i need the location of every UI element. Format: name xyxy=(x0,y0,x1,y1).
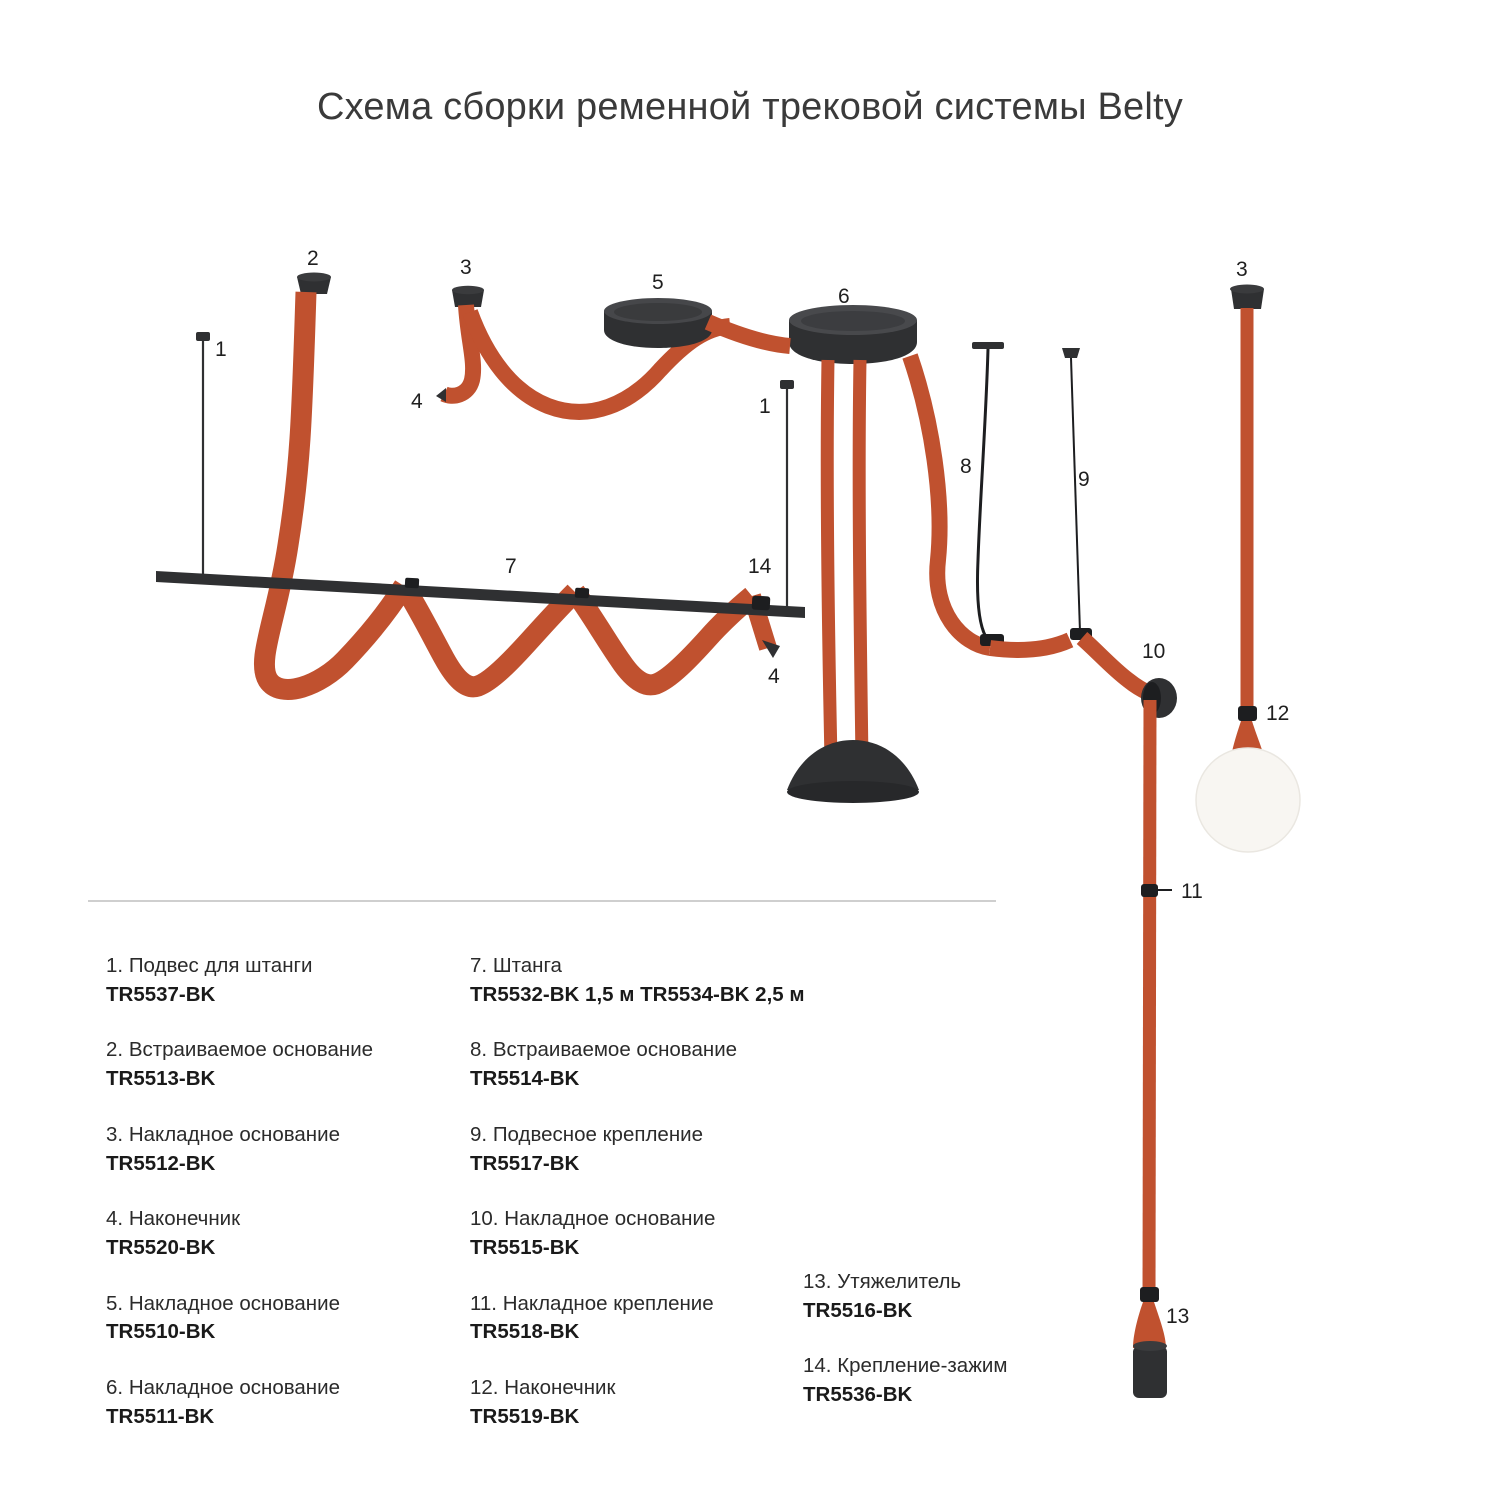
legend-code: TR5519-BK xyxy=(470,1404,580,1428)
callout-1: 1 xyxy=(215,338,227,361)
callout-7: 7 xyxy=(505,555,517,578)
legend-item-1 xyxy=(106,952,446,1010)
globe-shade xyxy=(1196,748,1300,852)
legend xyxy=(88,900,1418,1428)
legend-name: Накладное основание xyxy=(504,1207,716,1231)
legend-item-2 xyxy=(106,1036,446,1094)
part-11-surface-clip xyxy=(1141,884,1172,897)
callout-10: 10 xyxy=(1142,640,1166,663)
legend-item-13 xyxy=(803,1268,1203,1326)
callout-13: 13 xyxy=(1166,1305,1190,1328)
legend-num: 2. xyxy=(106,1038,124,1062)
legend-item-14 xyxy=(803,1352,1203,1410)
legend-item-6 xyxy=(106,1374,446,1432)
part-6-surface-base-large xyxy=(789,305,917,364)
legend-num: 10. xyxy=(470,1207,499,1231)
callout-1-right: 1 xyxy=(759,395,771,418)
legend-code: TR5520-BK xyxy=(106,1235,216,1259)
legend-code: TR5510-BK xyxy=(106,1320,216,1344)
legend-name: Встраиваемое основание xyxy=(128,1038,374,1062)
legend-code: TR5536-BK xyxy=(803,1383,913,1407)
callout-4: 4 xyxy=(411,390,423,413)
legend-num: 14. xyxy=(803,1354,832,1378)
legend-num: 7. xyxy=(470,954,488,977)
legend-name: Накладное крепление xyxy=(502,1291,714,1315)
part-9-suspension-mount xyxy=(1062,348,1092,640)
callout-8: 8 xyxy=(960,455,972,478)
part-1-rod-hanger-left xyxy=(196,332,210,576)
part-4-belt-tip-left xyxy=(436,388,446,402)
legend-name: Подвес для штанги xyxy=(128,954,313,977)
legend-num: 3. xyxy=(106,1122,124,1146)
legend-code: TR5515-BK xyxy=(470,1235,580,1259)
legend-code: TR5512-BK xyxy=(106,1151,216,1175)
legend-name: Накладное основание xyxy=(128,1122,340,1146)
page-title: Схема сборки ременной трековой системы Belty xyxy=(317,86,1183,128)
legend-code: TR5516-BK xyxy=(803,1298,913,1322)
cone-pendant-lamp xyxy=(787,360,919,803)
callout-14: 14 xyxy=(748,555,772,578)
legend-code: TR5532-BK 1,5 м TR5534-BK 2,5 м xyxy=(470,982,805,1006)
part-7-track-rod xyxy=(156,571,805,618)
legend-name: Подвесное крепление xyxy=(492,1122,703,1146)
part-3-surface-base-right xyxy=(1230,285,1264,310)
legend-divider xyxy=(88,900,996,902)
callout-3-right: 3 xyxy=(1236,258,1248,281)
part-1-rod-hanger-right xyxy=(780,380,794,608)
legend-item-4 xyxy=(106,1205,446,1263)
callout-2: 2 xyxy=(307,247,319,270)
callout-11: 11 xyxy=(1181,880,1203,903)
legend-code: TR5518-BK xyxy=(470,1320,580,1344)
legend-name: Накладное основание xyxy=(128,1376,340,1400)
belt-node-8-to-10 xyxy=(990,638,1152,694)
belt-between-5-and-6 xyxy=(708,322,790,346)
callout-6: 6 xyxy=(838,285,850,308)
legend-name: Крепление-зажим xyxy=(837,1354,1008,1378)
legend-num: 12. xyxy=(470,1376,499,1400)
legend-name: Наконечник xyxy=(128,1207,241,1231)
part-8-recessed-base xyxy=(972,342,1004,646)
legend-code: TR5513-BK xyxy=(106,1067,216,1091)
legend-num: 11. xyxy=(470,1291,497,1315)
legend-item-3 xyxy=(106,1121,446,1179)
legend-name: Накладное основание xyxy=(128,1291,340,1315)
legend-num: 4. xyxy=(106,1207,124,1231)
legend-name: Встраиваемое основание xyxy=(492,1038,738,1062)
legend-code: TR5517-BK xyxy=(470,1151,580,1175)
callout-9: 9 xyxy=(1078,468,1090,491)
callout-4-rod: 4 xyxy=(768,665,780,688)
legend-num: 5. xyxy=(106,1291,124,1315)
legend-code: TR5514-BK xyxy=(470,1067,580,1091)
callout-5: 5 xyxy=(652,271,664,294)
legend-name: Штанга xyxy=(492,954,562,977)
part-5-surface-base xyxy=(604,298,712,348)
legend-column-1 xyxy=(106,952,446,1459)
part-3-surface-base-left xyxy=(452,286,484,307)
callout-3: 3 xyxy=(460,256,472,279)
legend-item-5 xyxy=(106,1290,446,1348)
legend-num: 6. xyxy=(106,1376,124,1400)
legend-num: 8. xyxy=(470,1038,488,1062)
belt-from-part-2 xyxy=(264,292,768,689)
part-2-recessed-base xyxy=(297,273,331,295)
legend-column-3-spacer xyxy=(803,952,1203,1268)
legend-name: Наконечник xyxy=(504,1376,616,1400)
legend-code: TR5537-BK xyxy=(106,982,216,1006)
legend-num: 1. xyxy=(106,954,124,977)
legend-code: TR5511-BK xyxy=(106,1404,215,1428)
callout-12: 12 xyxy=(1266,702,1290,725)
legend-column-3 xyxy=(803,952,1203,1437)
legend-num: 13. xyxy=(803,1270,832,1293)
legend-num: 9. xyxy=(470,1122,488,1146)
part-14-clamp-mount xyxy=(752,596,771,611)
legend-name: Утяжелитель xyxy=(837,1270,962,1293)
